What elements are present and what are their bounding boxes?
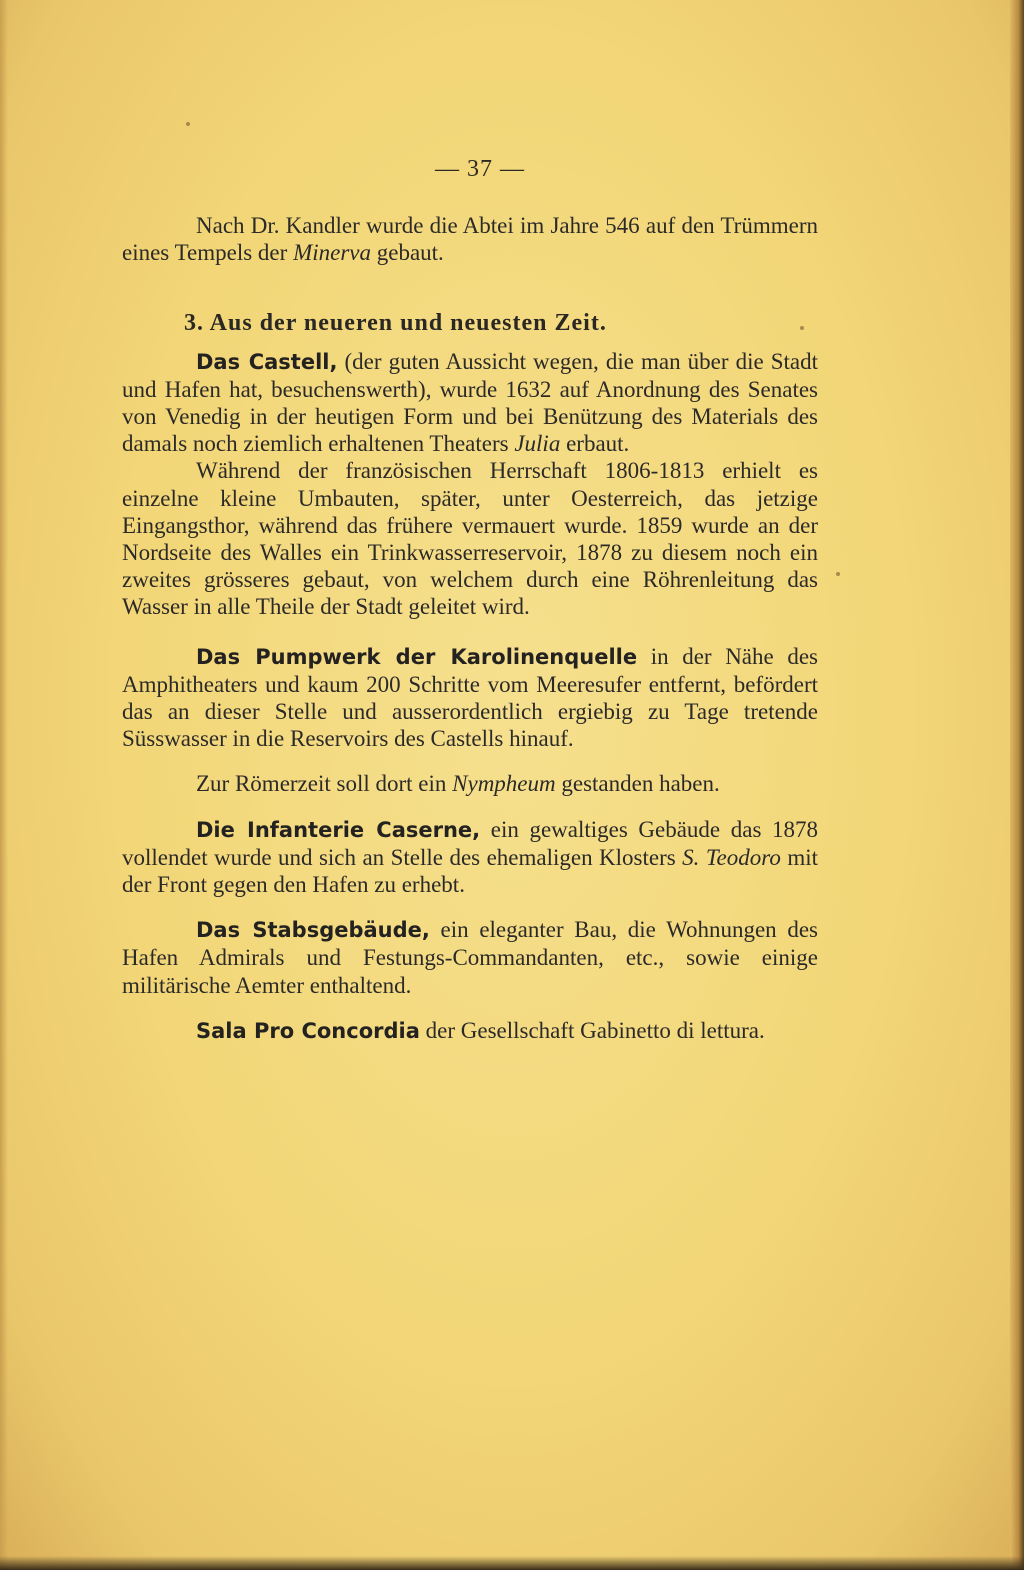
paragraph-text: ein gewaltiges Gebäude das 1878 vollendet wurde und sich an Stelle des ehemaligen Klosters (122, 816, 818, 870)
paragraph-text: der Gesellschaft Gabinetto di lettura. (419, 1017, 765, 1043)
page-body (122, 212, 818, 1045)
entry-lead: Die Infanterie Caserne, (196, 817, 481, 842)
entry-lead: Das Pumpwerk der Karolinenquelle (196, 644, 638, 669)
entry-lead: Das Stabsgebäude, (196, 918, 430, 943)
paper-speck (836, 572, 840, 576)
paragraph-pumpwerk (122, 643, 818, 753)
paragraph-castell (122, 348, 818, 458)
italic-term: S. Teodoro (682, 844, 781, 870)
page-number: — 37 — (435, 156, 525, 182)
italic-term: Nympheum (452, 771, 556, 797)
paragraph-text: erbaut. (560, 431, 630, 457)
page-left-edge (0, 0, 8, 1570)
paragraph-abtei (122, 212, 818, 266)
paper-speck (186, 122, 190, 126)
page-bottom-edge (0, 1556, 1024, 1570)
paragraph-text: (der guten Aussicht wegen, die man über die Stadt und Hafen hat, besuchenswerth), wurde 1632 auf Anordnung des Senates von Venedig in der heutigen Form und bei Benützung des Materials des damals noch ziemlich erhaltenen Theaters (122, 348, 818, 457)
paragraph-caserne (122, 816, 818, 899)
italic-term: Minerva (293, 240, 371, 266)
paragraph-stabsgebaeude (122, 916, 818, 999)
paragraph-text: Zur Römerzeit soll dort ein (196, 771, 453, 797)
paragraph-text: Nach Dr. Kandler wurde die Abtei im Jahre 546 auf den Trümmern eines Tempels der (122, 213, 818, 266)
paragraph-text: in der Nähe des Amphitheaters und kaum 200 Schritte vom Meeresufer entfernt, befördert das an dieser Stelle und ausserordentlich ergiebig zu Tage tretende Süsswasser in die Reservoirs des Castells hinauf. (122, 643, 818, 752)
paragraph-castell-history: Während der französischen Herrschaft 1806-1813 erhielt es einzelne kleine Umbauten, später, unter Oesterreich, das jetzige Eingangsthor, während das frühere vermauert wurde. 1859 wurde an der Nordseite des Walles ein Trinkwasserreservoir, 1878 zu diesem noch ein zweites grösseres gebaut, von welchem durch eine Röhrenleitung das Wasser in alle Theile der Stadt geleitet wird. (122, 458, 818, 620)
paragraph-text: gestanden haben. (555, 771, 720, 797)
page-right-edge (1010, 0, 1024, 1570)
entry-lead: Sala Pro Concordia (196, 1018, 420, 1043)
entry-lead: Das Castell, (196, 349, 338, 374)
paragraph-roemerzeit (122, 770, 818, 797)
paragraph-text: mit der Front gegen den Hafen zu erhebt. (122, 844, 818, 898)
paragraph-text: ein eleganter Bau, die Wohnungen des Hafen Admirals und Festungs-Commandanten, etc., sowie einige militärische Aemter enthaltend. (122, 917, 818, 998)
section-heading: 3. Aus der neueren und neuesten Zeit. (184, 310, 607, 337)
paragraph-text: gebaut. (370, 240, 444, 266)
paragraph-sala (122, 1017, 818, 1045)
italic-term: Julia (514, 431, 561, 457)
